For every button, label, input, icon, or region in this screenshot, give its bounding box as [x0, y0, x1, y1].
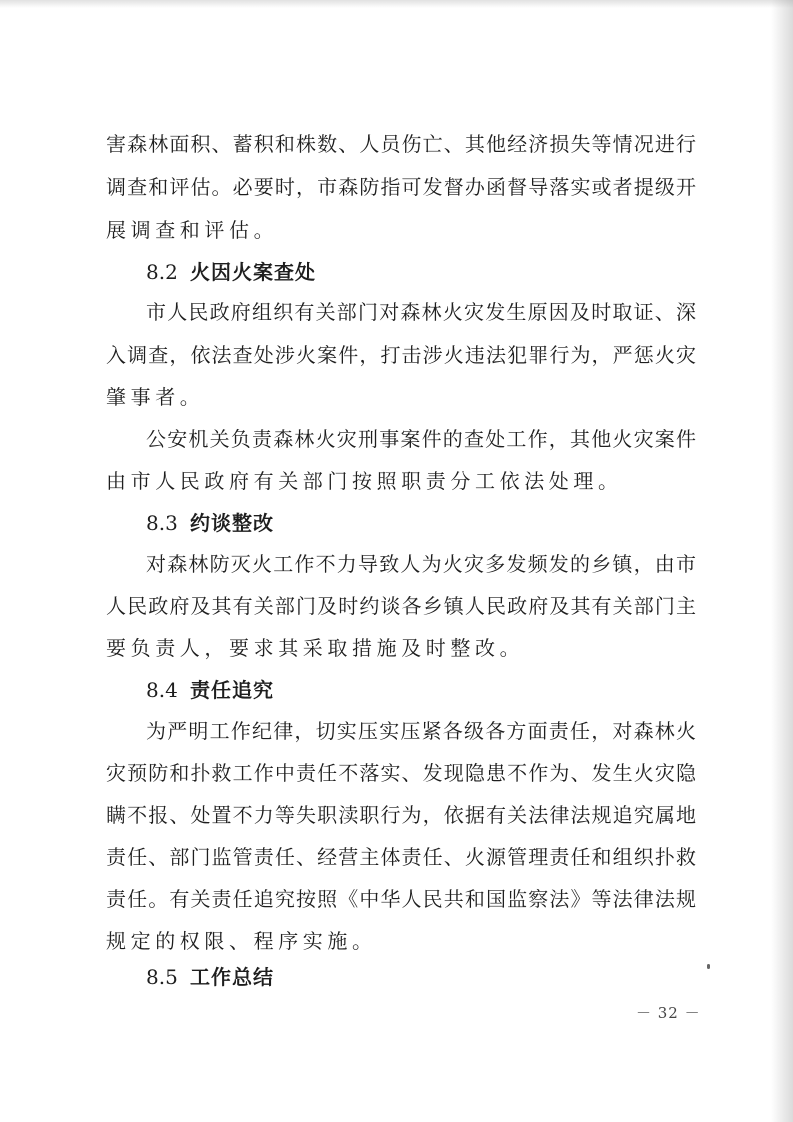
body-line: 由市人民政府有关部门按照职责分工依法处理。 [106, 469, 623, 493]
body-line: 市人民政府组织有关部门对森林火灾发生原因及时取证、深 [146, 300, 696, 324]
section-heading-8-2 [146, 257, 316, 287]
body-line: 为严明工作纪律，切实压实压紧各级各方面责任，对森林火 [146, 719, 696, 743]
body-line: 入调查，依法查处涉火案件，打击涉火违法犯罪行为，严惩火灾 [106, 343, 696, 367]
body-line: 展调查和评估。 [106, 218, 279, 242]
scan-top-shadow [0, 0, 793, 8]
section-heading-8-3 [146, 508, 274, 538]
body-line: 瞒不报、处置不力等失职渎职行为，依据有关法律法规追究属地 [106, 803, 696, 827]
body-line: 责任。有关责任追究按照《中华人民共和国监察法》等法律法规 [106, 887, 696, 911]
body-line: 对森林防灭火工作不力导致人为火灾多发频发的乡镇，由市 [146, 552, 696, 576]
body-line: 要负责人，要求其采取措施及时整改。 [106, 636, 525, 660]
body-line: 人民政府及其有关部门及时约谈各乡镇人民政府及其有关部门主 [106, 594, 696, 618]
section-number: 8.4 [146, 678, 178, 702]
page-number: － 32 － [636, 1004, 701, 1022]
scan-speck [707, 964, 710, 969]
scan-edge-shadow [771, 0, 793, 1122]
section-title: 责任追究 [190, 678, 274, 702]
body-line: 调查和评估。必要时，市森防指可发督办函督导落实或者提级开 [106, 175, 696, 199]
section-heading-8-5 [146, 962, 274, 992]
section-title: 工作总结 [190, 965, 274, 989]
body-line: 公安机关负责森林火灾刑事案件的查处工作，其他火灾案件 [146, 427, 696, 451]
section-number: 8.5 [146, 965, 178, 989]
body-line: 害森林面积、蓄积和株数、人员伤亡、其他经济损失等情况进行 [106, 132, 696, 156]
section-number: 8.2 [146, 260, 178, 284]
section-title: 火因火案查处 [190, 260, 316, 284]
body-line: 灾预防和扑救工作中责任不落实、发现隐患不作为、发生火灾隐 [106, 761, 696, 785]
section-title: 约谈整改 [190, 511, 274, 535]
section-heading-8-4 [146, 675, 274, 705]
body-line: 责任、部门监管责任、经营主体责任、火源管理责任和组织扑救 [106, 845, 696, 869]
body-line: 肇事者。 [106, 385, 205, 409]
body-line: 规定的权限、程序实施。 [106, 929, 377, 953]
section-number: 8.3 [146, 511, 178, 535]
